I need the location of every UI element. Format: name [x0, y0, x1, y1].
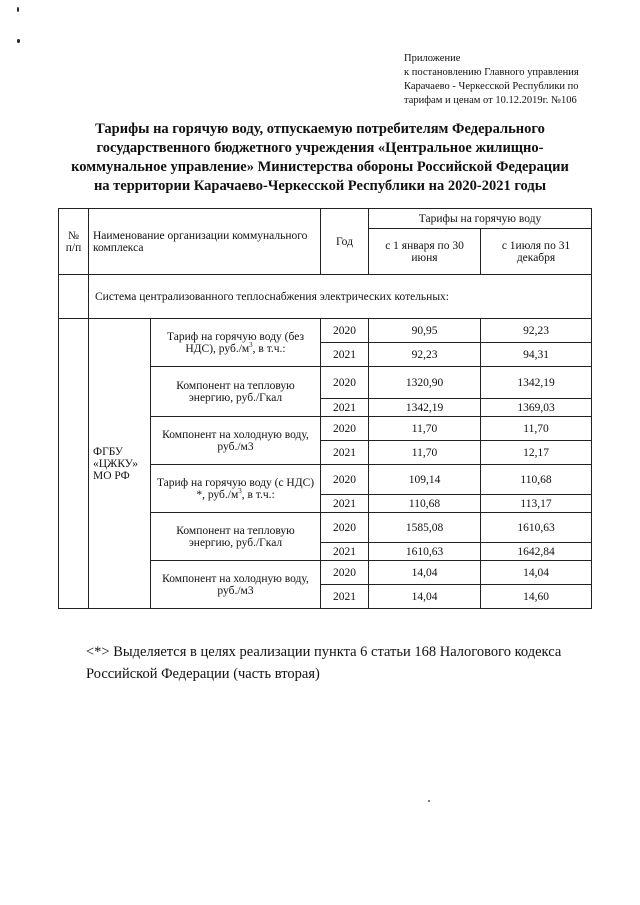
cell-period1: 1610,63 — [369, 543, 481, 561]
document-title: Тарифы на горячую воду, отпускаемую потребителям Федерального государственного бюджетного учреждения «Центральное жилищно-коммунальное управление» Министерства обороны Российской Федерации на территории Карачаево-Черкесской Республики на 2020-2021 годы — [71, 121, 569, 194]
cell-year: 2020 — [321, 367, 369, 399]
table-row — [59, 319, 592, 343]
annex-note — [404, 52, 604, 108]
annex-line: к постановлению Главного управления — [404, 67, 579, 78]
system-number-cell — [59, 275, 89, 319]
cell-period1: 14,04 — [369, 585, 481, 609]
cell-year: 2021 — [321, 343, 369, 367]
cell-period2: 1342,19 — [481, 367, 592, 399]
scan-speck — [17, 7, 19, 12]
header-period1: с 1 января по 30 июня — [369, 229, 481, 275]
cell-period1: 109,14 — [369, 465, 481, 495]
cell-period1: 1320,90 — [369, 367, 481, 399]
cell-year: 2020 — [321, 561, 369, 585]
cell-period2: 11,70 — [481, 417, 592, 441]
indicator-text: Тариф на горячую воду (без НДС), руб./м — [167, 330, 304, 355]
cell-period2: 1642,84 — [481, 543, 592, 561]
footnote: <*> Выделяется в целях реализации пункта 6 статьи 168 Налогового кодекса Российской Федерации (часть вторая) — [86, 644, 562, 682]
indicator-label — [151, 367, 321, 417]
header-year: Год — [321, 209, 369, 275]
cell-period2: 94,31 — [481, 343, 592, 367]
indicator-text: Тариф на горячую воду (с НДС) *, руб./м — [156, 476, 315, 501]
cell-period1: 1585,08 — [369, 513, 481, 543]
cell-period1: 90,95 — [369, 319, 481, 343]
header-org: Наименование организации коммунального комплекса — [89, 209, 321, 275]
cell-year: 2020 — [321, 417, 369, 441]
cell-period2: 110,68 — [481, 465, 592, 495]
indicator-label — [151, 465, 321, 513]
indicator-label — [151, 319, 321, 367]
header-period2: с 1июля по 31 декабря — [481, 229, 592, 275]
indicator-suffix: , в т.ч.: — [252, 342, 286, 355]
cell-period1: 14,04 — [369, 561, 481, 585]
cell-period1: 1342,19 — [369, 399, 481, 417]
cell-period2: 14,60 — [481, 585, 592, 609]
indicator-suffix: , в т.ч.: — [241, 488, 275, 501]
scan-speck — [17, 39, 20, 43]
annex-line: тарифам и ценам от 10.12.2019г. №106 — [404, 95, 577, 106]
cell-year: 2021 — [321, 495, 369, 513]
cell-period2: 14,04 — [481, 561, 592, 585]
cell-period1: 11,70 — [369, 441, 481, 465]
indicator-sup: 3 — [238, 486, 242, 495]
indicator-text: Компонент на тепловую энергию, руб./Гкал — [176, 524, 295, 549]
indicator-sup: 3 — [249, 340, 253, 349]
indicator-text: Компонент на холодную воду, руб./м3 — [162, 572, 309, 597]
org-name: ФГБУ «ЦЖКУ» МО РФ — [89, 319, 151, 609]
cell-year: 2021 — [321, 441, 369, 465]
indicator-text: Компонент на холодную воду, руб./м3 — [162, 428, 309, 453]
cell-period1: 92,23 — [369, 343, 481, 367]
annex-line: Приложение — [404, 53, 461, 64]
annex-line: Карачаево - Черкесской Республики по — [404, 81, 579, 92]
indicator-text: Компонент на тепловую энергию, руб./Гкал — [176, 379, 295, 404]
row-number-cell — [59, 319, 89, 609]
cell-year: 2020 — [321, 465, 369, 495]
cell-year: 2020 — [321, 319, 369, 343]
header-number: № п/п — [59, 209, 89, 275]
tariff-table — [58, 208, 592, 609]
cell-period2: 92,23 — [481, 319, 592, 343]
system-row: Система централизованного теплоснабжения электрических котельных: — [89, 275, 592, 319]
cell-period2: 1369,03 — [481, 399, 592, 417]
cell-period2: 113,17 — [481, 495, 592, 513]
cell-period1: 110,68 — [369, 495, 481, 513]
cell-period1: 11,70 — [369, 417, 481, 441]
indicator-label — [151, 417, 321, 465]
indicator-label — [151, 513, 321, 561]
cell-period2: 12,17 — [481, 441, 592, 465]
cell-period2: 1610,63 — [481, 513, 592, 543]
cell-year: 2021 — [321, 399, 369, 417]
cell-year: 2021 — [321, 585, 369, 609]
cell-year: 2020 — [321, 513, 369, 543]
header-tariffs: Тарифы на горячую воду — [369, 209, 592, 229]
indicator-label — [151, 561, 321, 609]
scan-dot — [428, 800, 430, 802]
cell-year: 2021 — [321, 543, 369, 561]
